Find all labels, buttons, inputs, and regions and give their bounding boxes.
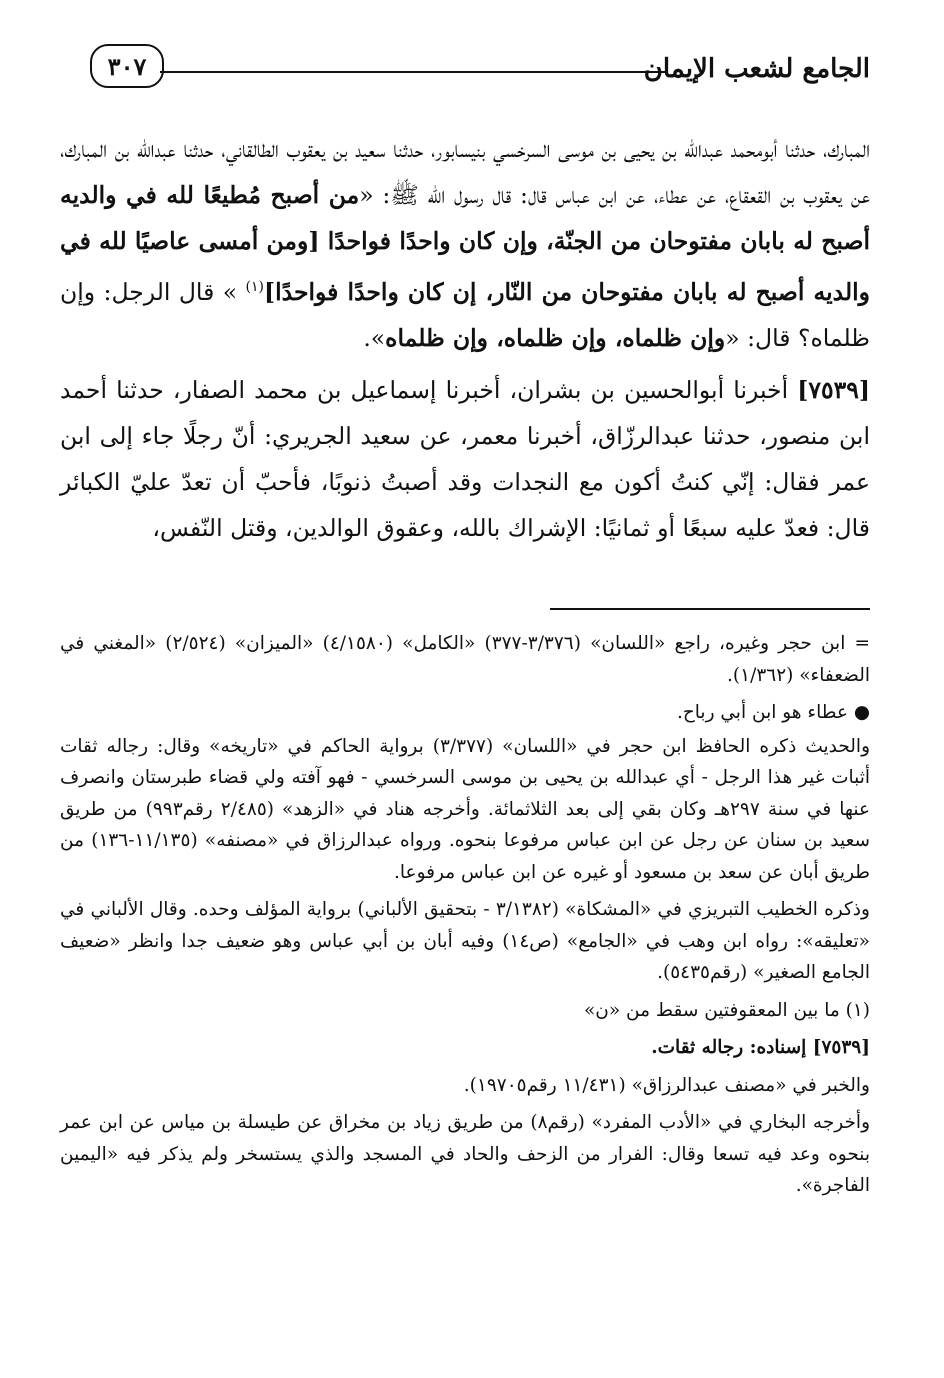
footnote-separator [550,608,870,610]
footnote-takhrij: والحديث ذكره الحافظ ابن حجر في «اللسان» (٣/٣٧٧) برواية الحاكم في «تاريخه» وقال: رجاله ثقات أثبات غير هذا الرجل - أي عبدالله بن يحيى بن موسى السرخسي - فهو آفته ولي قضاء طبرستان وانصرف عنها في سنة ٢٩٧هـ وكان بقي إلى بعد الثلاثمائة. وأخرجه هناد في «الزهد» (٢/٤٨٥ رقم٩٩٣) من طريق سعيد بن سنان عن رجل عن ابن عباس مرفوعا بنحوه. ورواه عبدالرزاق في «مصنفه» (١١/١٣٥-١٣٦) من طريق أبان عن سعد بن مسعود أو غيره عن ابن عباس مرفوعا. [60,735,870,883]
footnote-isnad-text: إسناده: رجاله ثقات. [651,1037,813,1058]
page-number: ٣٠٧ [90,44,164,88]
page-header [60,40,870,110]
footnote-1: (١) ما بين المعقوفتين سقط من «ن» [583,999,870,1021]
book-page [60,40,870,1340]
hadith-paragraph-2 [60,367,870,551]
footnote-reference: (١) [245,279,264,295]
header-rule [160,71,665,73]
main-text [60,126,870,551]
footnote-source: والخبر في «مصنف عبدالرزاق» (١١/٤٣١ رقم١٩٧٠٥). [463,1074,870,1096]
hadith-text: أخبرنا أبوالحسين بن بشران، أخبرنا إسماعيل بن محمد الصفار، حدثنا أحمد ابن منصور، حدثنا عبدالرزّاق، أخبرنا معمر، عن سعيد الجريري: أنّ رجلًا جاء إلى ابن عمر فقال: إنّي كنتُ أكون مع النجدات وقد أصبتُ ذنوبًا، فأحبّ أن تعدّ عليّ الكبائر قال: فعدّ عليه سبعًا أو ثمانيًا: الإشراك بالله، وعقوق الوالدين، وقتل النّفس، [60,375,870,542]
quote-close: ». [363,323,386,352]
footnotes [60,628,870,1208]
hadith-paragraph-1 [60,126,870,361]
footnote-bukhari: وأخرجه البخاري في «الأدب المفرد» (رقم٨) من طريق زياد بن مخراق عن طيسلة بن مياس عن ابن عمر بنحوه وعد فيه تسعا وقال: الفرار من الزحف والحاد في المسجد والذي يستسخر ولم يذكر فيه «اليمين الفاجرة». [60,1112,870,1196]
running-title: الجامع لشعب الإيمان [643,54,870,84]
hadith-number: [٧٥٣٩] [797,375,870,404]
hadith-matn: من أصبح مُطيعًا لله في والديه أصبح له بابان مفتوحان من الجنّة، وإن كان واحدًا فواحدًا [ومن أمسى عاصيًا لله في والديه أصبح له بابان مفتوحان من النّار، إن كان واحدًا فواحدًا] [60,181,870,306]
footnote-number: [٧٥٣٩] [812,1037,870,1058]
isnad-text: المبارك، حدثنا أبومحمد عبدالله بن يحيى بن موسى السرخسي بنيسابور، حدثنا سعيد بن يعقوب الطالقاني، حدثنا عبدالله بن المبارك، عن يعقوب بن القعقاع، عن عطاء، عن ابن عباس قال: قال رسول الله ﷺ: « [60,135,870,209]
footnote-mishkat: وذكره الخطيب التبريزي في «المشكاة» (٣/١٣٨٢ - بتحقيق الألباني) برواية المؤلف وحده. وقال الألباني في «تعليقه»: رواه ابن وهب في «الجامع» (ص١٤) وفيه أبان بن أبي عباس وهو ضعيف جدا وانظر «ضعيف الجامع الصغير» (رقم٥٤٣٥). [60,899,871,983]
footnote-ata: ● عطاء هو ابن أبي رباح. [676,702,870,723]
footnote-continuation: = ابن حجر وغيره، راجع «اللسان» (٣/٣٧٦-٣٧٧) «الكامل» (٤/١٥٨٠) «الميزان» (٢/٥٢٤) «المغني في الضعفاء» (١/٣٦٢). [60,633,870,686]
hadith-reply: وإن ظلماه، وإن ظلماه، وإن ظلماه [385,323,726,352]
footnote-isnad [60,1032,870,1064]
hadith-continuation: » قال الرجل: وإن ظلماه؟ قال: « [60,277,870,352]
